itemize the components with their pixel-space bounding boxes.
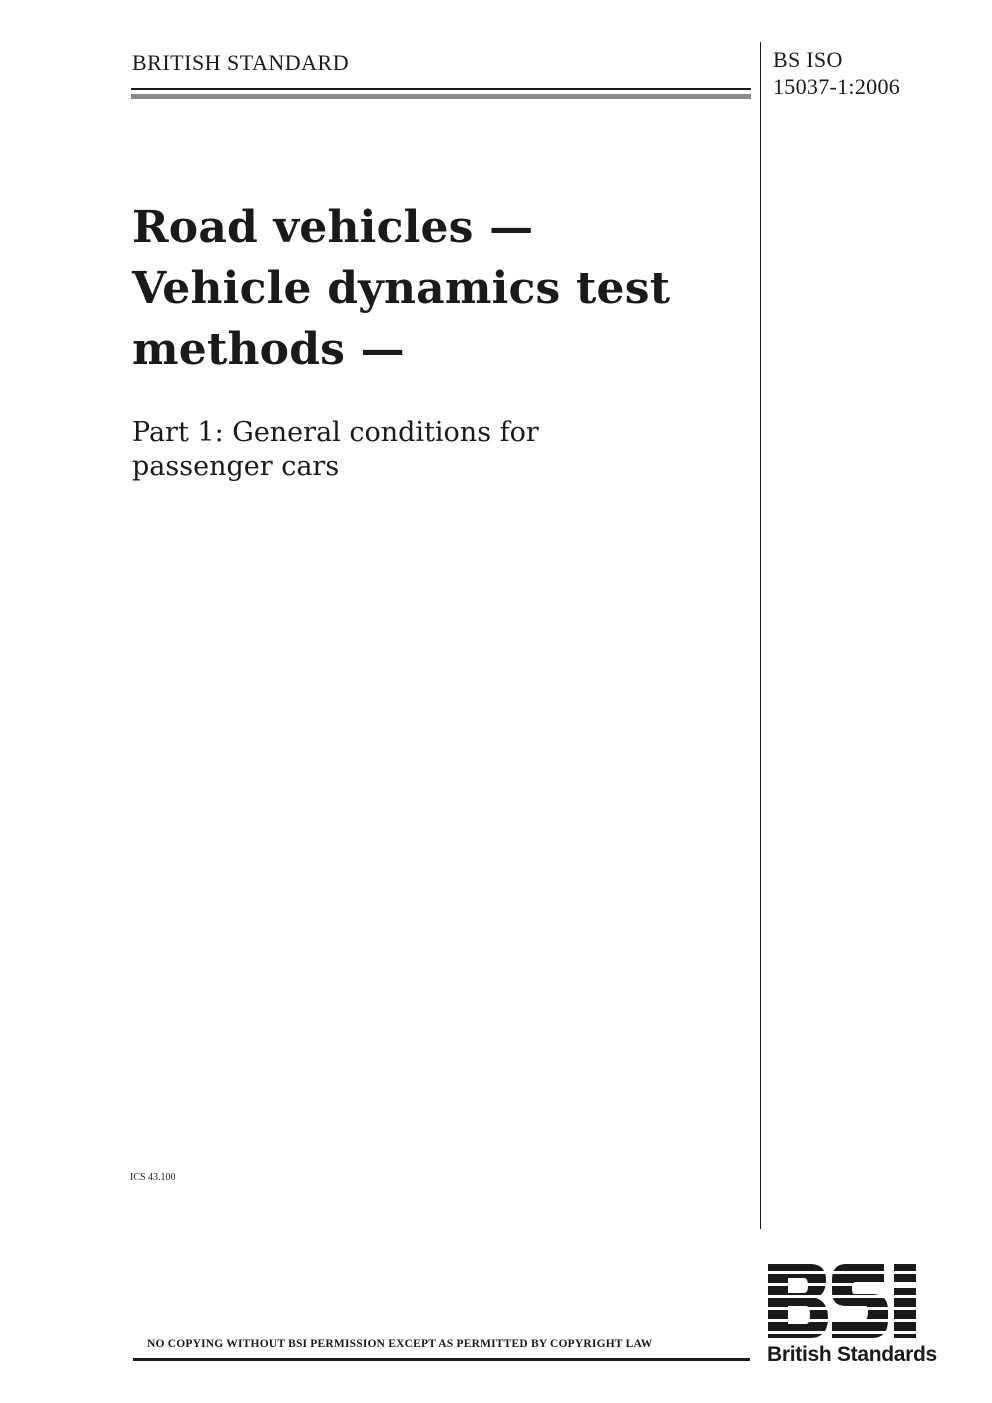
title-line1: Road vehicles — [132,202,534,253]
header-rule-gray [131,94,751,99]
vertical-divider [760,42,761,1229]
document-number-line2: 15037-1:2006 [773,74,901,99]
bsi-logo-caption: British Standards [767,1343,937,1366]
document-number-line1: BS ISO [773,47,843,72]
document-title [132,197,742,380]
copyright-notice: NO COPYING WITHOUT BSI PERMISSION EXCEPT AS PERMITTED BY COPYRIGHT LAW [147,1338,653,1350]
standard-type-label: BRITISH STANDARD [132,50,350,75]
subtitle-line1: Part 1: General conditions for [132,417,539,448]
title-line2: Vehicle dynamics test [132,263,671,314]
footer-rule [133,1358,750,1361]
ics-code: ICS 43.100 [130,1172,176,1183]
bsi-logo-mark [766,1262,946,1342]
header-rule-thin [131,88,751,90]
document-subtitle [132,416,742,484]
subtitle-line2: passenger cars [132,451,340,482]
title-line3: methods — [132,324,405,375]
document-number [773,46,900,100]
